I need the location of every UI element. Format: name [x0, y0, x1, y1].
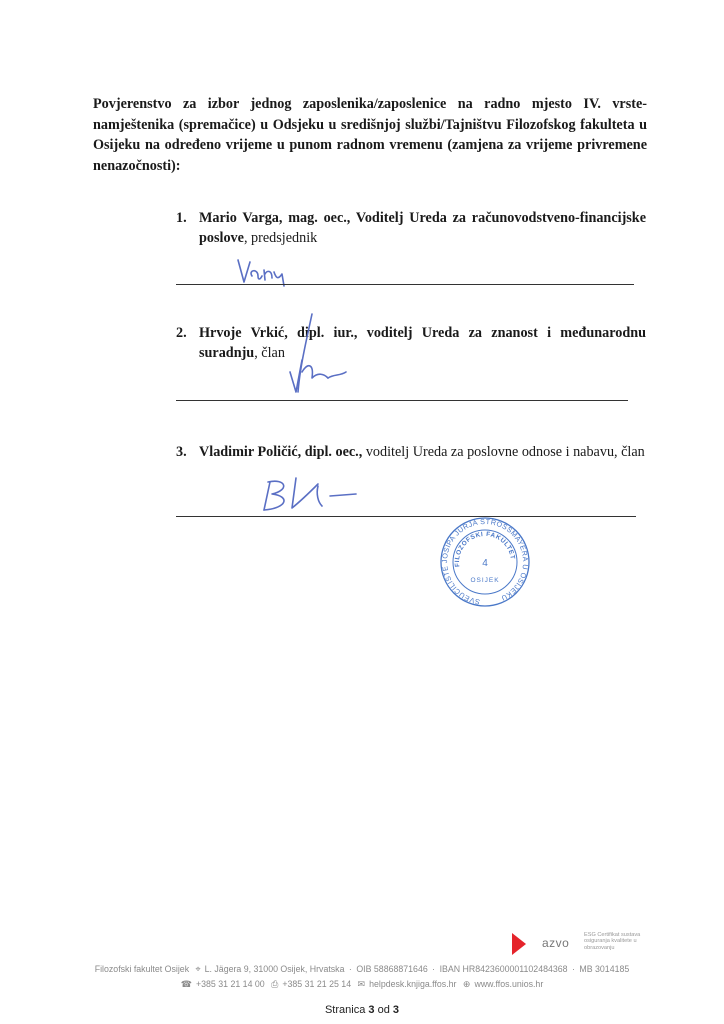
- phone-icon: ☎: [180, 979, 192, 989]
- page-current: 3: [368, 1004, 375, 1016]
- fax-icon: ⎙: [271, 979, 279, 989]
- page-total: 3: [392, 1004, 400, 1016]
- member-name: Vladimir Poličić, dipl. oec.,: [199, 444, 363, 460]
- footer-phone[interactable]: +385 31 21 14 00: [195, 979, 265, 989]
- footer-iban: IBAN HR8423600001102484368: [439, 964, 568, 974]
- signature-line-3: [176, 516, 636, 517]
- member-number: 3.: [176, 444, 187, 460]
- member-role: , član: [254, 345, 285, 361]
- azvo-mark-icon: [512, 933, 526, 955]
- footer-mb: MB 3014185: [579, 964, 630, 974]
- stamp-city: OSIJEK: [470, 577, 500, 584]
- member-name: Hrvoje Vrkić, dipl. iur., voditelj Ureda za znanost i međunarodnu suradnju: [199, 325, 646, 361]
- location-pin-icon: ⌖: [195, 964, 201, 974]
- signature-policic: [256, 474, 366, 516]
- signature-line-1: [176, 284, 634, 285]
- footer-address: L. Jägera 9, 31000 Osijek, Hrvatska: [204, 964, 345, 974]
- footer-institution: Filozofski fakultet Osijek: [94, 964, 190, 974]
- faculty-stamp: [426, 516, 544, 608]
- footer-web[interactable]: www.ffos.unios.hr: [474, 979, 544, 989]
- footer-address-line: Filozofski fakultet Osijek ⌖ L. Jägera 9, 31000 Osijek, Hrvatska · OIB 58868871646 · IBAN HR8423600001102484368 · MB 3014185: [94, 964, 630, 974]
- footer-contact-line: [0, 979, 724, 990]
- stamp-inner-text: FILOZOFSKI FAKULTET: [453, 530, 516, 568]
- page-label: Stranica: [324, 1004, 366, 1016]
- azvo-logo: [512, 931, 662, 957]
- globe-icon: ⊕: [462, 979, 471, 989]
- stamp-ring-text: SVEUČILIŠTE JOSIPA JURJA STROSSMAYERA U OSIJEKU: [440, 516, 531, 607]
- stamp-number: 4: [482, 558, 488, 569]
- member-item-2: [176, 323, 646, 363]
- member-item-3: [176, 442, 646, 462]
- intro-paragraph: Povjerenstvo za izbor jednog zaposlenika/zaposlenice na radno mjesto IV. vrste- namještenika (spremačice) u Odsjeku u središnjoj službi/Tajništvu Filozofskog fakulteta u Osijeku na određeno vrijeme u punom radnom vremenu (zamjena za vrijeme privremene nenazočnosti):: [93, 96, 647, 174]
- footer-fax: +385 31 21 25 14: [282, 979, 352, 989]
- azvo-text: azvo: [542, 936, 570, 950]
- page-of: od: [377, 1004, 390, 1016]
- member-number: 2.: [176, 325, 187, 341]
- page-number: [0, 1004, 724, 1016]
- signature-line-2: [176, 400, 628, 401]
- azvo-cert: ESG Certifikat sustava osiguranja kvalitete u obrazovanju: [584, 932, 641, 951]
- member-role: voditelj Ureda za poslovne odnose i nabavu, član: [362, 444, 645, 460]
- mail-icon: ✉: [357, 979, 366, 989]
- member-name: Mario Varga, mag. oec., Voditelj Ureda za računovodstveno-financijske poslove: [199, 210, 646, 246]
- signature-vrkic: [284, 312, 354, 402]
- footer-oib: OIB 58868871646: [356, 964, 428, 974]
- member-role: , predsjednik: [243, 230, 318, 246]
- member-item-1: [176, 208, 646, 248]
- member-number: 1.: [176, 210, 187, 226]
- footer-email[interactable]: helpdesk.knjiga.ffos.hr: [369, 979, 457, 989]
